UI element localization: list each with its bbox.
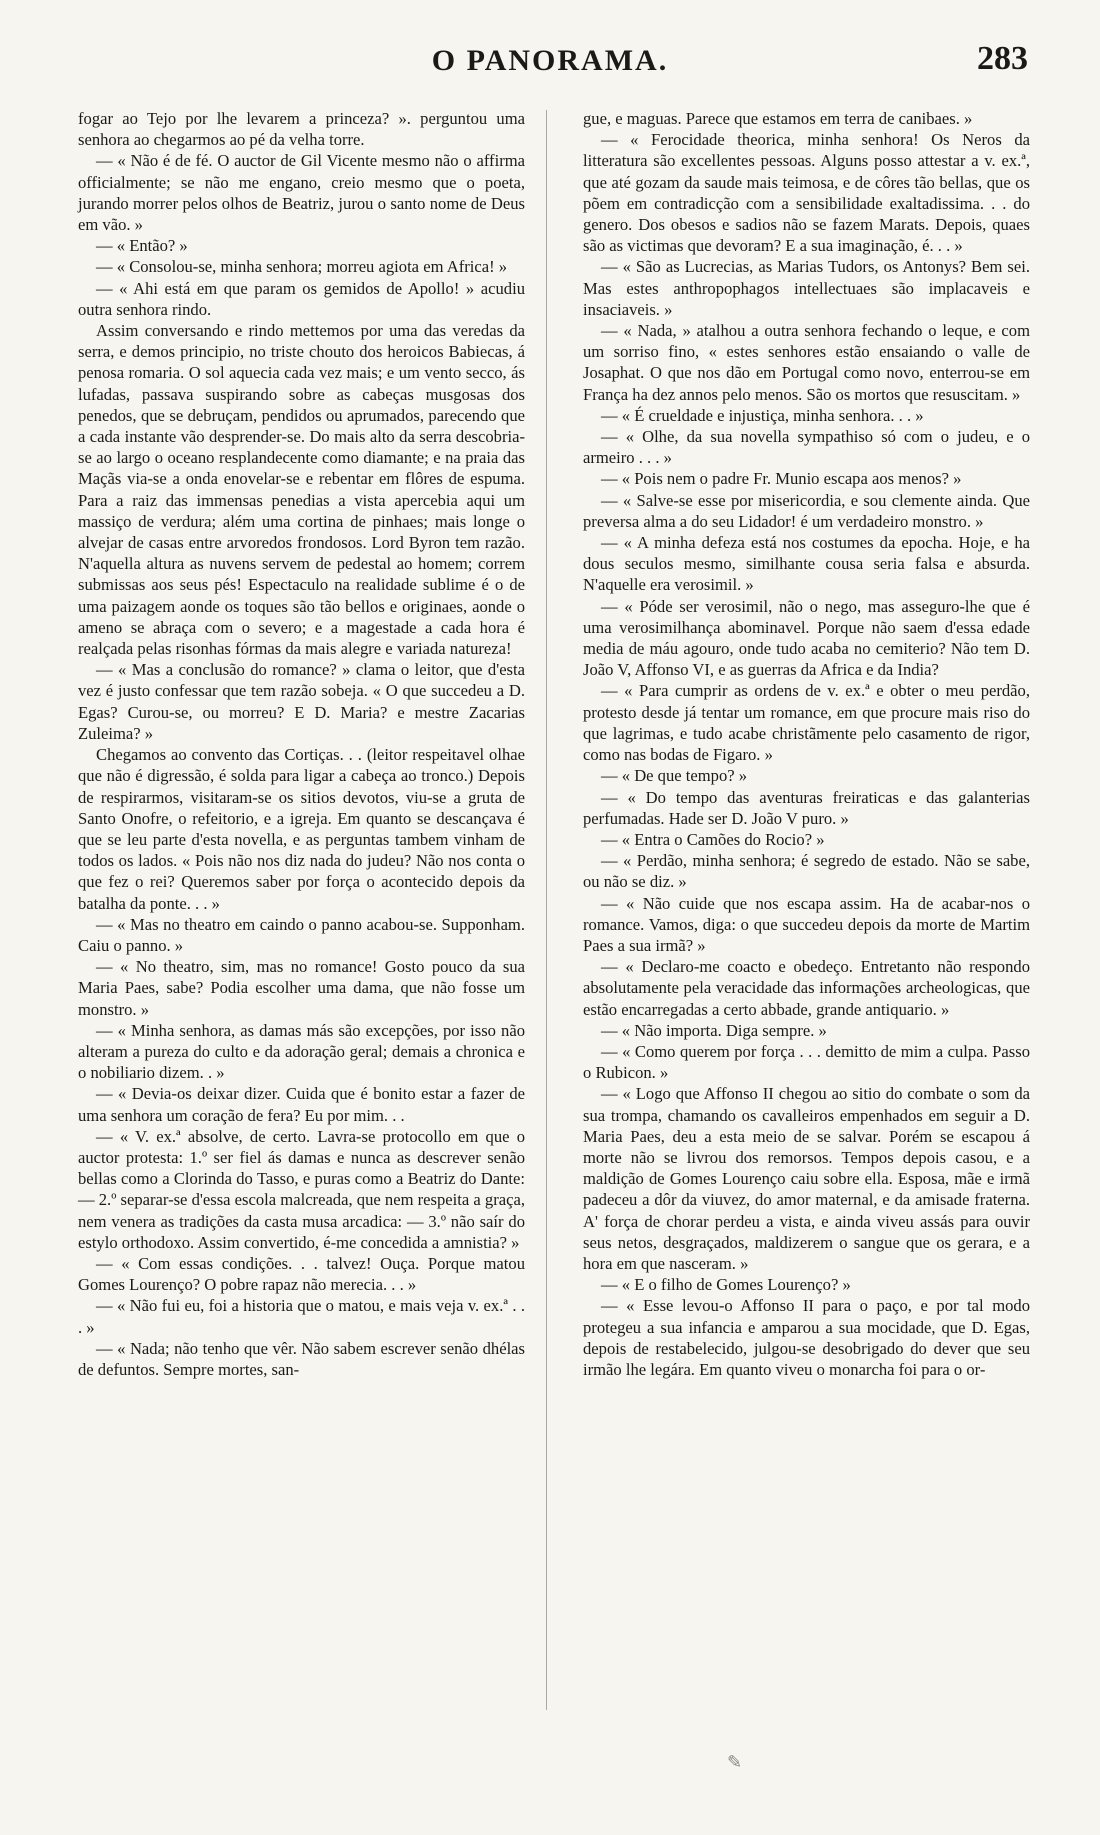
- paragraph: — « Póde ser verosimil, não o nego, mas asseguro-lhe que é uma verosimilhança abominavel. Porque não saem d'essa edade media de máu agouro, onde tudo acaba no cemiterio? Não tem D. João V, Affonso VI, e as guerras da Africa e da India?: [583, 596, 1030, 680]
- paragraph: — « Não cuide que nos escapa assim. Ha de acabar-nos o romance. Vamos, diga: o que succedeu depois da morte de Martim Paes a sua irmã? »: [583, 893, 1030, 955]
- paragraph: — « V. ex.ª absolve, de certo. Lavra-se protocollo em que o auctor protesta: 1.º ser fiel ás damas e nunca as descrever senão bellas como a Clorinda do Tasso, e puras como a Beatriz do Dante: — 2.º separar-se d'essa escola malcreada, que nem respeita a graça, nem venera as tradições da casta musa arcadica: — 3.º não saír do estylo orthodoxo. Assim convertido, é-me concedida a amnistia? »: [78, 1126, 525, 1252]
- paragraph: — « Olhe, da sua novella sympathiso só com o judeu, e o armeiro . . . »: [583, 427, 1030, 468]
- paragraph: — « Não importa. Diga sempre. »: [601, 1020, 827, 1040]
- page-number: 283: [977, 40, 1028, 77]
- paragraph: — « A minha defeza está nos costumes da epocha. Hoje, e ha dous seculos mesmo, similhante cousa seria falsa e absurda. N'aquelle era verosimil. »: [583, 533, 1030, 595]
- ink-mark-icon: ✎: [727, 1752, 743, 1772]
- paragraph: — « É crueldade e injustiça, minha senhora. . . »: [601, 405, 924, 425]
- page-header: [0, 38, 1100, 88]
- paragraph: fogar ao Tejo por lhe levarem a princeza? ». perguntou uma senhora ao chegarmos ao pé da velha torre.: [78, 109, 525, 150]
- paragraph: — « Declaro-me coacto e obedeço. Entretanto não respondo absolutamente pela veracidade das informações archeologicas, que estão encarregadas a certo abbade, grande antiquario. »: [583, 957, 1030, 1019]
- paragraph: — « No theatro, sim, mas no romance! Gosto pouco da sua Maria Paes, sabe? Podia escolher uma dama, que não fosse um monstro. »: [78, 957, 525, 1019]
- paragraph: — « Mas no theatro em caindo o panno acabou-se. Supponham. Caiu o panno. »: [78, 914, 525, 955]
- paragraph: — « Mas a conclusão do romance? » clama o leitor, que d'esta vez é justo confessar que tem razão sobeja. « O que succedeu a D. Egas? Curou-se, ou morreu? E D. Maria? e mestre Zacarias Zuleima? »: [78, 660, 525, 743]
- paragraph: — « Pois nem o padre Fr. Munio escapa aos menos? »: [601, 469, 962, 489]
- paragraph: — « Salve-se esse por misericordia, e sou clemente ainda. Que preversa alma a do seu Lidador! é um verdadeiro monstro. »: [583, 490, 1030, 531]
- running-title: O PANORAMA.: [431, 44, 669, 77]
- paragraph: — « De que tempo? »: [601, 766, 748, 786]
- paragraph: — « Esse levou-o Affonso II para o paço, e por tal modo protegeu a sua infancia e amparou a sua mocidade, que D. Egas, depois de restabelecido, julgou-se desobrigado do dever que seu irmão lhe legára. Em quanto viveu o monarcha foi para o or-: [583, 1296, 1030, 1379]
- paragraph: — « Nada, » atalhou a outra senhora fechando o leque, e com um sorriso fino, « estes senhores estão ensaiando o valle de Josaphat. O que nos dão em Portugal como novo, enterrou-se em França ha dez annos pelo menos. São os mortos que resuscitam. »: [583, 321, 1030, 404]
- paragraph: — « Ferocidade theorica, minha senhora! Os Neros da litteratura são excellentes pessoas. Alguns posso attestar a v. ex.ª, que até gozam da saude mais teimosa, e de côres tão bellas, que os põem em contradicção com a sensibilidade exaltadissima. . . do genero. Dos obesos e sadios não se fazem Marats. Depois, quaes são as victimas que devoram? E a sua imaginação, é. . . »: [583, 130, 1030, 256]
- paragraph: Chegamos ao convento das Cortiças. . . (leitor respeitavel olhae que não é digressão, é solda para ligar a cabeça ao tronco.) Depois de respirarmos, visitaram-se os sitios devotos, viu-se a gruta de Santo Onofre, o refeitorio, e a igreja. Em quanto se descançava é que se leu parte d'esta novella, e as perguntas tambem vinham de todos os lados. « Pois não nos diz nada do judeu? Não nos conta o que fez o rei? Queremos saber por força o acontecido depois da batalha da ponte. . . »: [78, 745, 525, 913]
- paragraph: — « Consolou-se, minha senhora; morreu agiota em Africa! »: [96, 257, 508, 277]
- right-column: [583, 108, 1030, 1380]
- paragraph: — « Nada; não tenho que vêr. Não sabem escrever senão dhélas de defuntos. Sempre mortes, san-: [78, 1338, 525, 1379]
- paragraph: — « Não fui eu, foi a historia que o matou, e mais veja v. ex.ª . . . »: [78, 1296, 525, 1337]
- paragraph: — « Entra o Camões do Rocio? »: [601, 829, 825, 849]
- paragraph: — « Para cumprir as ordens de v. ex.ª e obter o meu perdão, protesto desde já tentar um romance, em que procure mais riso do que lagrimas, e tudo acabe christãmente pelo casamento de rigor, como nas bodas de Figaro. »: [583, 681, 1030, 765]
- paragraph: — « Do tempo das aventuras freiraticas e das galanterias perfumadas. Hade ser D. João V puro. »: [583, 787, 1030, 828]
- column-divider: [546, 110, 547, 1710]
- paragraph: — « E o filho de Gomes Lourenço? »: [601, 1275, 851, 1295]
- paragraph: — « São as Lucrecias, as Marias Tudors, os Antonys? Bem sei. Mas estes anthropophagos intellectuaes são implacaveis e insaciaveis. »: [583, 257, 1030, 319]
- paragraph: Assim conversando e rindo mettemos por uma das veredas da serra, e demos principio, no triste chouto dos heroicos Babiecas, á penosa romaria. O sol aquecia cada vez mais; e um vento secco, ás lufadas, passava suspirando sobre as cabeças musgosas dos penedos, que se debruçam, pendidos ou aprumados, parecendo que a cada instante vão desprender-se. Do mais alto da serra descobria-se ao largo o oceano resplandecente como diamante; e na praia das Maçãs via-se a onda enovelar-se e rebentar em flôres de espuma. Para a raiz das immensas penedias a vista apercebia aqui um massiço de verdura; além uma cortina de pinhaes; mais longe o alvejar de casas entre arvoredos frondosos. Lord Byron tem razão. N'aquella altura as nuvens servem de pedestal ao homem; correm submissas aos seus pés! Espectaculo na realidade sublime é o de uma paizagem aonde os toques são tão bellos e originaes, aonde o ameno se abraça com o severo; e a magestade a cada hora é realçada pelas risonhas fórmas da mais alegre e variada natureza!: [78, 321, 525, 659]
- left-column: [78, 108, 525, 1380]
- paragraph: — « Logo que Affonso II chegou ao sitio do combate o som da sua trompa, chamando os cavalleiros empenhados em seguir a D. Maria Paes, deu a esta meio de se salvar. Porém se escapou á morte não se livrou dos remorsos. Tempos depois casou, e a maldição de Gomes Lourenço caiu sobre ella. Esposa, mãe e irmã padeceu a dôr da viuvez, do amor maternal, e da amisade fraterna. A' força de chorar perdeu a vista, e ainda viveu assás para ouvir seus netos, desgraçados, maldizerem o sangue que os gerara, e a hora em que nasceram. »: [583, 1084, 1030, 1273]
- paragraph: — « Como querem por força . . . demitto de mim a culpa. Passo o Rubicon. »: [583, 1041, 1030, 1083]
- paragraph: — « Não é de fé. O auctor de Gil Vicente mesmo não o affirma officialmente; se não me engano, creio mesmo que o poeta, jurando morrer pelos olhos de Beatriz, jurou o santo nome de Deus em vão. »: [78, 151, 525, 235]
- paragraph: — « Minha senhora, as damas más são excepções, por isso não alteram a pureza do culto e da adoração geral; demais a chronica e o nobiliario dizem. . »: [78, 1020, 525, 1083]
- paragraph: gue, e maguas. Parece que estamos em terra de canibaes. »: [583, 109, 973, 128]
- paragraph: — « Então? »: [96, 236, 188, 256]
- paragraph: — « Ahi está em que param os gemidos de Apollo! » acudiu outra senhora rindo.: [78, 278, 525, 319]
- paragraph: — « Devia-os deixar dizer. Cuida que é bonito estar a fazer de uma senhora um coração de fera? Eu por mim. . .: [78, 1084, 525, 1125]
- paragraph: — « Com essas condições. . . talvez! Ouça. Porque matou Gomes Lourenço? O pobre rapaz não merecia. . . »: [78, 1253, 525, 1295]
- paragraph: — « Perdão, minha senhora; é segredo de estado. Não se sabe, ou não se diz. »: [583, 851, 1030, 892]
